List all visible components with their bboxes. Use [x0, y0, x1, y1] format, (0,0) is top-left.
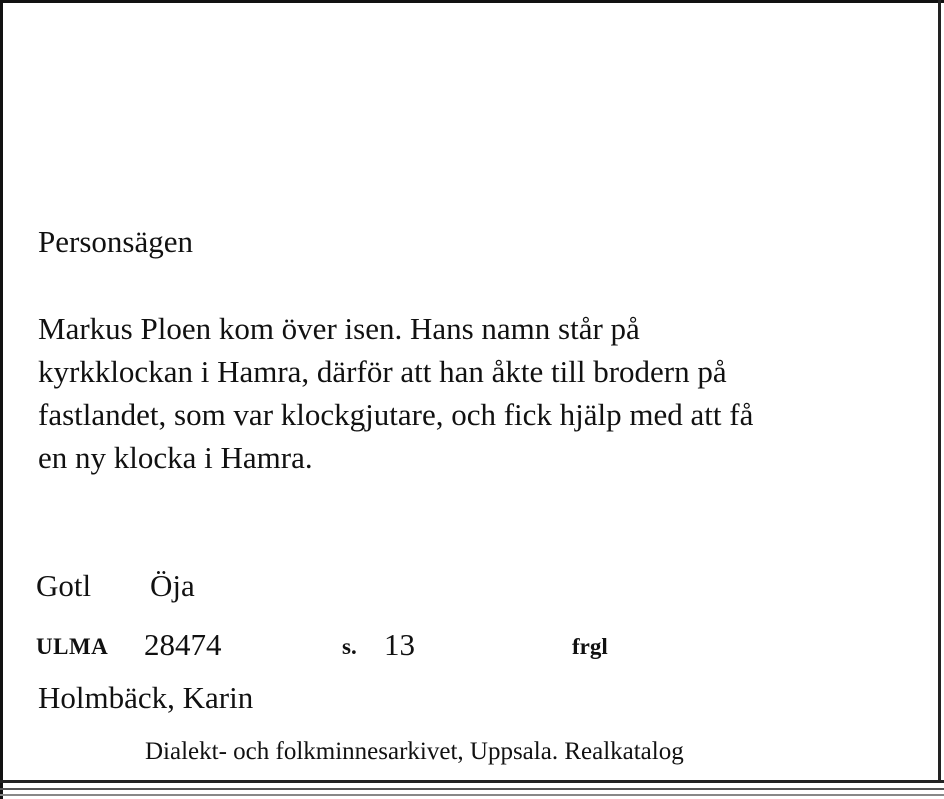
- card-border-top: [0, 0, 944, 3]
- card-border-left: [0, 0, 3, 799]
- card-body-text: [38, 307, 918, 479]
- card-border-bottom: [0, 780, 944, 783]
- region-label: Gotl: [36, 568, 92, 603]
- body-line: kyrkklockan i Hamra, därför att han åkte till brodern på: [38, 354, 727, 389]
- archive-footer: Dialekt- och folkminnesarkivet, Uppsala. Realkatalog: [145, 738, 684, 765]
- body-line: Markus Ploen kom över isen. Hans namn står på: [38, 311, 640, 346]
- card-title: Personsägen: [38, 224, 193, 259]
- card-border-bottom-third: [0, 794, 944, 796]
- page-label: s.: [342, 634, 357, 659]
- type-label: frgl: [572, 634, 608, 659]
- page-number: 13: [384, 627, 415, 662]
- archive-label: ULMA: [36, 634, 109, 659]
- card-border-bottom-second: [0, 788, 944, 790]
- parish-label: Öja: [150, 568, 195, 603]
- body-line: en ny klocka i Hamra.: [38, 440, 313, 475]
- card-border-right: [938, 0, 941, 780]
- body-line: fastlandet, som var klockgjutare, och fick hjälp med att få: [38, 397, 754, 432]
- archive-number: 28474: [144, 627, 222, 662]
- collector-name: Holmbäck, Karin: [38, 680, 254, 715]
